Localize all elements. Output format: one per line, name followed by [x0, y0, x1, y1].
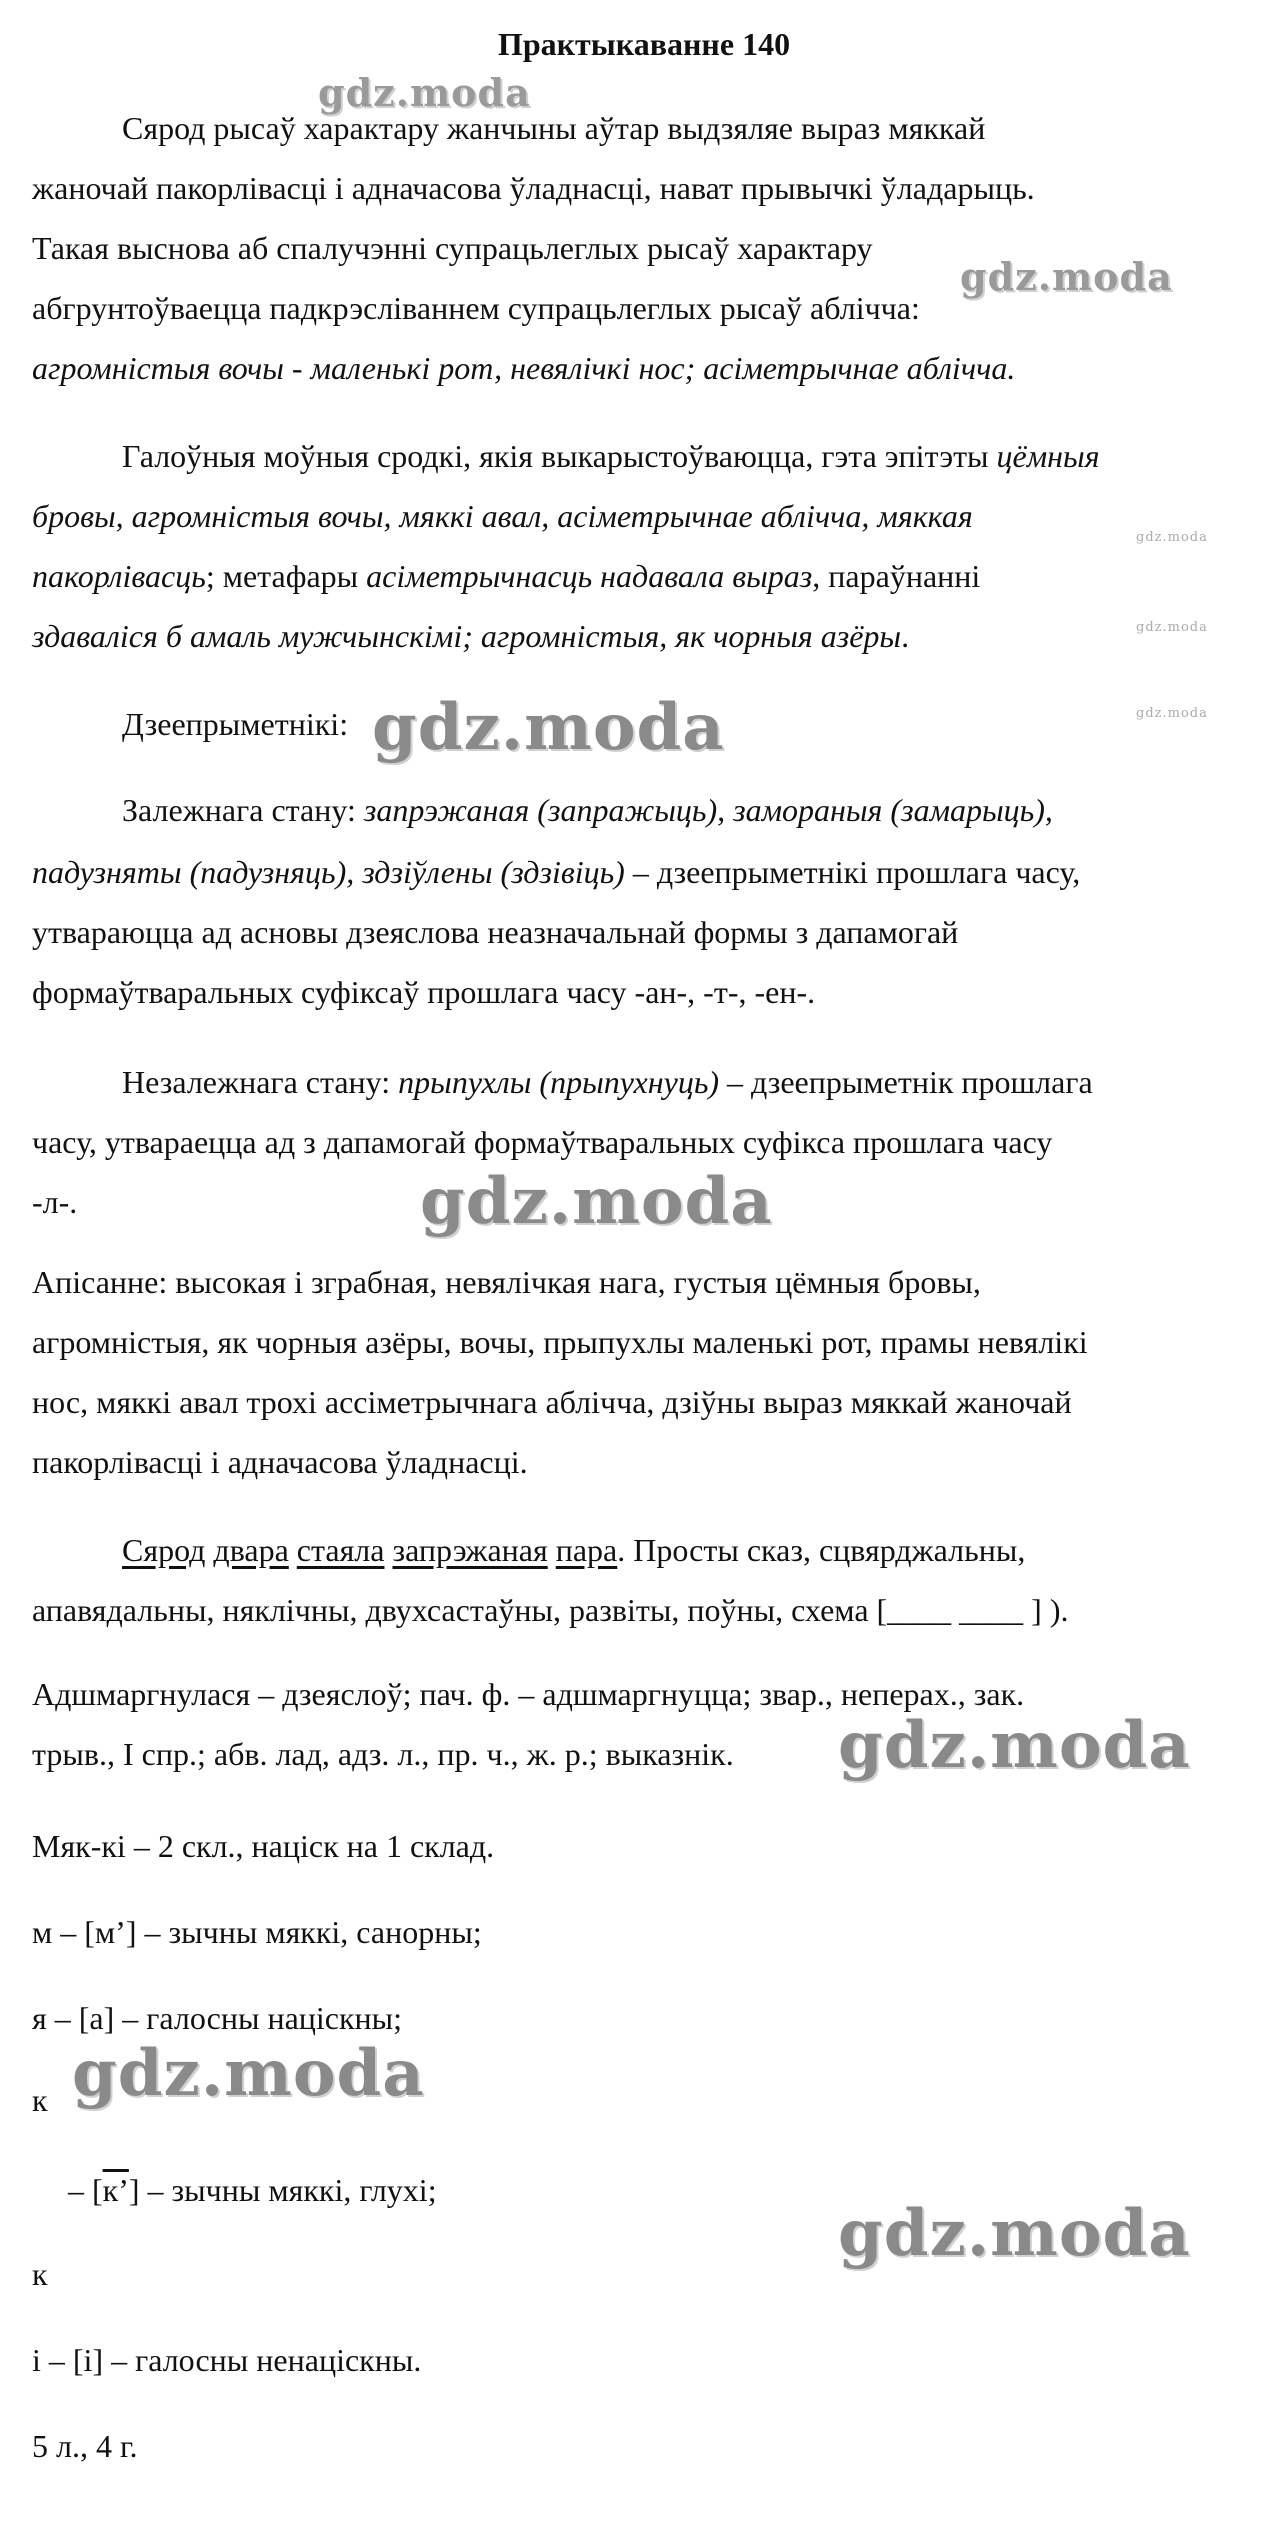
section-heading: Дзеепрыметнікі: — [122, 706, 349, 742]
underlined-word: стаяла — [296, 1532, 385, 1568]
text-run: ] – зычны мяккі, глухі; — [128, 2172, 437, 2208]
text-run: Галоўныя моўныя сродкі, якія выкарыстоўваюцца, гэта эпітэты — [122, 438, 997, 474]
paragraph-line: Такая выснова аб спалучэнні супрацьлеглых рысаў характару — [32, 230, 873, 266]
text-run-italic: асіметрычнасць надавала выраз — [366, 558, 813, 594]
underlined-word: двара — [213, 1532, 289, 1568]
text-run-italic: прыпухлы (прыпухнуць) — [398, 1064, 720, 1100]
watermark: gdz.moda — [960, 254, 1173, 299]
phonetic-line — [68, 2170, 437, 2210]
paragraph-line — [32, 556, 980, 596]
paragraph-line: агромністыя, як чорныя азёры, вочы, прыпухлы маленькі рот, прамы невялікі — [32, 1324, 1088, 1360]
text-run: – дзеепрыметнік прошлага — [719, 1064, 1093, 1100]
watermark: gdz.moda — [372, 690, 725, 765]
watermark: gdz.moda — [420, 1164, 773, 1239]
watermark: gdz.moda — [1136, 620, 1208, 635]
paragraph-line: Сярод рысаў характару жанчыны аўтар выдзяляе выраз мяккай — [122, 110, 986, 146]
paragraph-line — [122, 436, 1100, 476]
text-run-overline: к’ — [102, 2172, 129, 2208]
exercise-title: Практыкаванне 140 — [497, 26, 791, 62]
text-run-italic: падузняты (падузняць), здзіўлены (здзівіць) — [32, 854, 625, 890]
paragraph-line: абгрунтоўваецца падкрэсліваннем супрацьлеглых рысаў аблічча: — [32, 290, 920, 326]
paragraph-line-italic: агромністыя вочы - маленькі рот, невялічкі нос; асіметрычнае аблічча. — [32, 350, 1016, 386]
paragraph-line: трыв., I спр.; абв. лад, адз. л., пр. ч., ж. р.; выказнік. — [32, 1736, 734, 1772]
paragraph-line: Адшмаргнулася – дзеяслоў; пач. ф. – адшмаргнуцца; звар., неперах., зак. — [32, 1676, 1025, 1712]
watermark: gdz.moda — [838, 2196, 1191, 2271]
text-run-italic: здаваліся б амаль мужчынскімі; агромністыя, як чорныя азёры — [32, 618, 902, 654]
underlined-word: запрэжаная — [392, 1532, 548, 1568]
paragraph-line: пакорлівасці і адначасова ўладнасці. — [32, 1444, 528, 1480]
paragraph-line: Апісанне: высокая і зграбная, невялічкая нага, густыя цёмныя бровы, — [32, 1264, 981, 1300]
paragraph-line: жаночай пакорлівасці і адначасова ўладнасці, нават прывычкі ўладарыць. — [32, 170, 1035, 206]
paragraph-line: утвараюцца ад асновы дзеяслова неазначальнай формы з дапамогай — [32, 914, 959, 950]
paragraph-line-italic: бровы, агромністыя вочы, мяккі авал, асіметрычнае аблічча, мяккая — [32, 498, 973, 534]
watermark: gdz.moda — [1136, 530, 1208, 545]
paragraph-line: -л-. — [32, 1184, 78, 1220]
underlined-word: пара — [555, 1532, 618, 1568]
text-run: – [ — [68, 2172, 103, 2208]
paragraph-line — [32, 616, 909, 656]
phonetic-line: к — [32, 2256, 48, 2292]
scheme-blanks: ____ ____ — [887, 1592, 1024, 1628]
paragraph-line: формаўтваральных суфіксаў прошлага часу -ан-, -т-, -ен-. — [32, 974, 816, 1010]
text-run: апавядальны, няклічны, двухсастаўны, развіты, поўны, схема [ — [32, 1592, 888, 1628]
phonetic-line: Мяк-кі – 2 скл., націск на 1 склад. — [32, 1828, 495, 1864]
text-run: Незалежнага стану: — [122, 1064, 399, 1100]
text-run-italic: цёмныя — [996, 438, 1100, 474]
underlined-word: Сярод — [122, 1532, 206, 1568]
watermark: gdz.moda — [72, 2036, 425, 2111]
text-run: , параўнанні — [812, 558, 981, 594]
text-run: . Просты сказ, сцвярджальны, — [617, 1532, 1026, 1568]
watermark: gdz.moda — [838, 1708, 1191, 1783]
paragraph-line — [122, 1062, 1093, 1102]
text-run: ] ). — [1023, 1592, 1069, 1628]
paragraph-line: нос, мяккі авал трохі ассіметрычнага аблічча, дзіўны выраз мяккай жаночай — [32, 1384, 1072, 1420]
paragraph-line — [122, 1530, 1025, 1570]
phonetic-line: я – [а] – галосны націскны; — [32, 2000, 403, 2036]
paragraph-line — [32, 852, 1080, 892]
paragraph-line: часу, утвараецца ад з дапамогай формаўтваральных суфікса прошлага часу — [32, 1124, 1053, 1160]
paragraph-line — [32, 1590, 1068, 1630]
phonetic-line: 5 л., 4 г. — [32, 2428, 138, 2464]
watermark: gdz.moda — [1136, 706, 1208, 721]
watermark: gdz.moda — [318, 70, 531, 115]
paragraph-line — [122, 790, 1053, 830]
phonetic-line: і – [і] – галосны ненаціскны. — [32, 2342, 422, 2378]
text-run: Залежнага стану: — [122, 792, 364, 828]
text-run-italic: запрэжаная (запражыць), замораныя (замарыць), — [363, 792, 1053, 828]
phonetic-line: к — [32, 2082, 48, 2118]
text-run: ; метафары — [205, 558, 367, 594]
text-run-italic: пакорлівасць — [32, 558, 206, 594]
text-run: . — [901, 618, 910, 654]
phonetic-line: м – [м’] – зычны мяккі, санорны; — [32, 1914, 482, 1950]
text-run: – дзеепрыметнікі прошлага часу, — [624, 854, 1081, 890]
